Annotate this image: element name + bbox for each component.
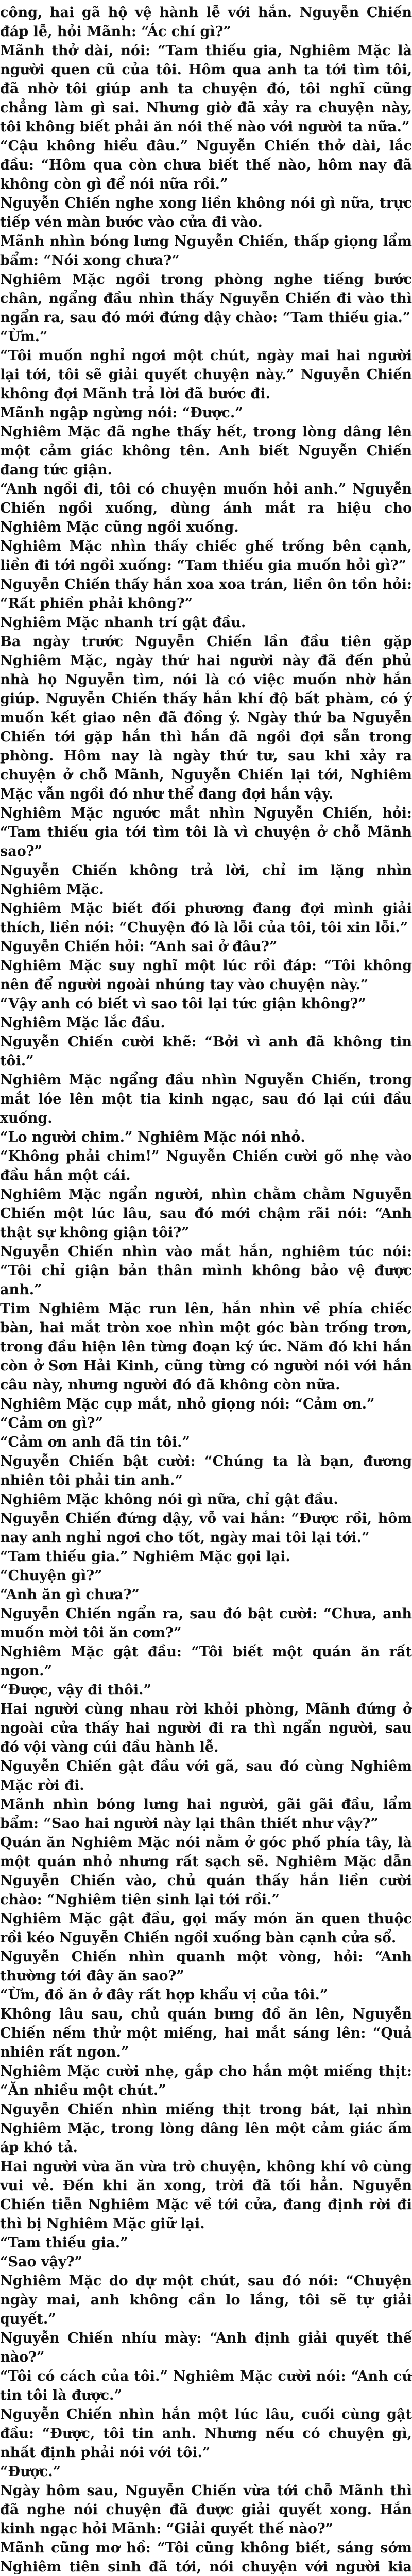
story-paragraph: “Ừm.” bbox=[0, 329, 48, 345]
story-paragraph: Nguyễn Chiến nghe xong liền không nói gì nữa, trực tiếp vén màn bước vào cửa đi vào. bbox=[0, 195, 412, 230]
story-paragraph: Nguyễn Chiến nhìn quanh một vòng, hỏi: “Anh thường tới đây ăn sao?” bbox=[0, 1949, 412, 1984]
story-paragraph: “Cảm ơn gì?” bbox=[0, 1415, 104, 1431]
story-paragraph: Ngày hôm sau, Nguyễn Chiến vừa tới chỗ Mãnh thì đã nghe nói chuyện đã được giải quyết xong. Hắn kinh ngạc hỏi Mãnh: “Giải quyết thế nào?” bbox=[0, 2483, 412, 2537]
story-text bbox=[0, 3, 412, 2576]
story-paragraph: Mãnh thở dài, nói: “Tam thiếu gia, Nghiêm Mặc là người quen cũ của tôi. Hôm qua anh ta tới tìm tôi, đã nhờ tôi giúp anh ta chuyện đó, tôi nghĩ cũng chẳng làm gì sai. Nhưng giờ đã xảy ra chuyện này, tôi không biết phải ăn nói thế nào với người ta nữa.” bbox=[0, 43, 412, 135]
story-paragraph: “Sao vậy?” bbox=[0, 2254, 83, 2270]
story-paragraph: “Anh ăn gì chưa?” bbox=[0, 1587, 140, 1603]
story-paragraph: Nghiêm Mặc ngước mắt nhìn Nguyễn Chiến, hỏi: “Tam thiếu gia tới tìm tôi là vì chuyện ở chỗ Mãnh sao?” bbox=[0, 805, 412, 859]
story-paragraph: Nghiêm Mặc đã nghe thấy hết, trong lòng dâng lên một cảm giác không tên. Anh biết Nguyễn Chiến đang tức giận. bbox=[0, 424, 412, 478]
story-paragraph: Nghiêm Mặc không nói gì nữa, chỉ gật đầu. bbox=[0, 1492, 338, 1507]
story-paragraph: Nguyễn Chiến cười khẽ: “Bởi vì anh đã không tin tôi.” bbox=[0, 1034, 412, 1069]
story-paragraph: Nguyễn Chiến gật đầu với gã, sau đó cùng Nghiêm Mặc rời đi. bbox=[0, 1758, 412, 1793]
story-paragraph: Nghiêm Mặc gật đầu: “Tôi biết một quán ăn rất ngon.” bbox=[0, 1644, 412, 1679]
story-paragraph: Nguyễn Chiến ngẩn ra, sau đó bật cười: “Chưa, anh muốn mời tôi ăn cơm?” bbox=[0, 1606, 412, 1641]
story-paragraph: Mãnh nhìn bóng lưng hai người, gãi gãi đầu, lẩm bẩm: “Sao hai người này lại thân thiết như vậy?” bbox=[0, 1797, 412, 1832]
story-paragraph: Nguyễn Chiến nhìn miếng thịt trong bát, lại nhìn Nghiêm Mặc, trong lòng dâng lên một cảm giác ấm áp khó tả. bbox=[0, 2102, 412, 2156]
story-paragraph: Nghiêm Mặc ngồi trong phòng nghe tiếng bước chân, ngẩng đầu nhìn thấy Nguyễn Chiến đi vào thì ngẩn ra, sau đó mới đứng dậy chào: “Tam thiếu gia.” bbox=[0, 272, 412, 326]
story-paragraph: Nguyễn Chiến bật cười: “Chúng ta là bạn, đương nhiên tôi phải tin anh.” bbox=[0, 1453, 412, 1488]
story-paragraph: “Cảm ơn anh đã tin tôi.” bbox=[0, 1434, 190, 1450]
story-paragraph: Tim Nghiêm Mặc run lên, hắn nhìn về phía chiếc bàn, hai mắt tròn xoe nhìn một góc bàn trống trơn, trong đầu hiện lên từng đoạn ký ức. Năm đó khi hắn còn ở Sơn Hải Kinh, cũng từng có người nói với hắn câu này, nhưng người đó đã không còn nữa. bbox=[0, 1301, 412, 1393]
story-paragraph: Quán ăn Nghiêm Mặc nói nằm ở góc phố phía tây, là một quán nhỏ nhưng rất sạch sẽ. Nghiêm Mặc dẫn Nguyễn Chiến vào, chủ quán thấy hắn liền cười chào: “Nghiêm tiên sinh lại tới rồi.” bbox=[0, 1835, 412, 1908]
story-paragraph: Nguyễn Chiến hỏi: “Anh sai ở đâu?” bbox=[0, 939, 278, 955]
story-paragraph: Nguyễn Chiến không trả lời, chỉ im lặng nhìn Nghiêm Mặc. bbox=[0, 862, 412, 897]
story-paragraph: Hai người cùng nhau rời khỏi phòng, Mãnh đứng ở ngoài cửa thấy hai người đi ra thì ngẩn người, sau đó vội vàng cúi đầu hành lễ. bbox=[0, 1701, 412, 1755]
story-paragraph: Mãnh cũng mơ hồ: “Tôi cũng không biết, sáng sớm Nghiêm tiên sinh đã tới, nói chuyện với người kia bbox=[0, 2540, 412, 2575]
story-paragraph: Nghiêm Mặc do dự một chút, sau đó nói: “Chuyện ngày mai, anh không cần lo lắng, tôi sẽ tự giải quyết.” bbox=[0, 2273, 412, 2327]
story-paragraph: “Được.” bbox=[0, 2464, 61, 2480]
story-paragraph: “Lo người chim.” Nghiêm Mặc nói nhỏ. bbox=[0, 1129, 305, 1145]
story-paragraph: Nghiêm Mặc cười nhẹ, gắp cho hắn một miếng thịt: “Ăn nhiều một chút.” bbox=[0, 2063, 412, 2098]
story-paragraph: Nghiêm Mặc lắc đầu. bbox=[0, 1015, 165, 1031]
story-paragraph: Nghiêm Mặc biết đối phương đang đợi mình giải thích, liền nói: “Chuyện đó là lỗi của tôi, tôi xin lỗi.” bbox=[0, 901, 412, 936]
story-paragraph: Nghiêm Mặc gật đầu, gọi mấy món ăn quen thuộc rồi kéo Nguyễn Chiến ngồi xuống bàn cạnh cửa sổ. bbox=[0, 1911, 412, 1946]
story-paragraph: “Tôi muốn nghỉ ngơi một chút, ngày mai hai người lại tới, tôi sẽ giải quyết chuyện này.” Nguyễn Chiến không đợi Mãnh trả lời đã bước đi. bbox=[0, 348, 412, 402]
story-paragraph: Nghiêm Mặc ngẩng đầu nhìn Nguyễn Chiến, trong mắt lóe lên một tia kinh ngạc, sau đó lại cúi đầu xuống. bbox=[0, 1072, 412, 1126]
story-paragraph: Nguyễn Chiến nhíu mày: “Anh định giải quyết thế nào?” bbox=[0, 2330, 412, 2365]
story-paragraph: Nghiêm Mặc suy nghĩ một lúc rồi đáp: “Tôi không nên để người ngoài nhúng tay vào chuyện này.” bbox=[0, 958, 412, 993]
story-paragraph: “Tam thiếu gia.” Nghiêm Mặc gọi lại. bbox=[0, 1549, 290, 1565]
story-paragraph: “Chuyện gì?” bbox=[0, 1568, 102, 1584]
story-paragraph: Nguyễn Chiến thấy hắn xoa xoa trán, liền ôn tồn hỏi: “Rất phiền phải không?” bbox=[0, 577, 412, 612]
story-paragraph: Ba ngày trước Nguyễn Chiến lần đầu tiên gặp Nghiêm Mặc, ngày thứ hai người này đã đến phủ nhà họ Nguyễn tìm, nói là có việc muốn nhờ hắn giúp. Nguyễn Chiến thấy hắn khí độ bất phàm, có ý muốn kết giao nên đã đồng ý. Ngày thứ ba Nguyễn Chiến tới gặp hắn thì hắn đã ngồi đợi sẵn trong phòng. Hôm nay là ngày thứ tư, sau khi xảy ra chuyện ở chỗ Mãnh, Nguyễn Chiến lại tới, Nghiêm Mặc vẫn ngồi đó như thể đang đợi hắn vậy. bbox=[0, 634, 412, 802]
story-paragraph: Không lâu sau, chủ quán bưng đồ ăn lên, Nguyễn Chiến nếm thử một miếng, hai mắt sáng lên: “Quả nhiên rất ngon.” bbox=[0, 2006, 412, 2060]
story-paragraph: “Anh ngồi đi, tôi có chuyện muốn hỏi anh.” Nguyễn Chiến ngồi xuống, dùng ánh mắt ra hiệu cho Nghiêm Mặc cũng ngồi xuống. bbox=[0, 481, 412, 535]
story-paragraph: Nghiêm Mặc nhanh trí gật đầu. bbox=[0, 615, 246, 631]
story-paragraph: Nguyễn Chiến nhìn hắn một lúc lâu, cuối cùng gật đầu: “Được, tôi tin anh. Nhưng nếu có chuyện gì, nhất định phải nói với tôi.” bbox=[0, 2406, 412, 2461]
story-paragraph: “Vậy anh có biết vì sao tôi lại tức giận không?” bbox=[0, 996, 366, 1012]
story-paragraph: Mãnh ngập ngừng nói: “Được.” bbox=[0, 405, 243, 421]
story-paragraph: Nguyễn Chiến đứng dậy, vỗ vai hắn: “Được rồi, hôm nay anh nghỉ ngơi cho tốt, ngày mai tôi lại tới.” bbox=[0, 1511, 412, 1546]
story-paragraph: Nghiêm Mặc cụp mắt, nhỏ giọng nói: “Cảm ơn.” bbox=[0, 1396, 375, 1412]
story-paragraph: Nguyễn Chiến nhìn vào mắt hắn, nghiêm túc nói: “Tôi chỉ giận bản thân mình không bảo vệ được anh.” bbox=[0, 1244, 412, 1298]
story-paragraph: “Ừm, đồ ăn ở đây rất hợp khẩu vị của tôi.” bbox=[0, 1987, 328, 2003]
story-paragraph: “Tam thiếu gia.” bbox=[0, 2235, 128, 2251]
story-paragraph: Nghiêm Mặc ngẩn người, nhìn chằm chằm Nguyễn Chiến một lúc lâu, sau đó mới chậm rãi nói: “Anh thật sự không giận tôi?” bbox=[0, 1187, 412, 1241]
story-paragraph: Nghiêm Mặc nhìn thấy chiếc ghế trống bên cạnh, liền đi tới ngồi xuống: “Tam thiếu gia muốn hỏi gì?” bbox=[0, 538, 412, 573]
story-paragraph: Hai người vừa ăn vừa trò chuyện, không khí vô cùng vui vẻ. Đến khi ăn xong, trời đã tối hẳn. Nguyễn Chiến tiễn Nghiêm Mặc về tới cửa, đang định rời đi thì bị Nghiêm Mặc giữ lại. bbox=[0, 2159, 412, 2232]
story-paragraph: công, hai gã hộ vệ hành lễ với hắn. Nguyễn Chiến đáp lễ, hỏi Mãnh: “Ác chí gì?” bbox=[0, 5, 412, 40]
story-paragraph: “Được, vậy đi thôi.” bbox=[0, 1682, 152, 1698]
story-paragraph: Mãnh nhìn bóng lưng Nguyễn Chiến, thấp giọng lẩm bẩm: “Nói xong chưa?” bbox=[0, 233, 412, 268]
story-paragraph: “Cậu không hiểu đâu.” Nguyễn Chiến thở dài, lắc đầu: “Hôm qua còn chưa biết thế nào, hôm nay đã không còn gì để nói nữa rồi.” bbox=[0, 138, 412, 192]
story-paragraph: “Tôi có cách của tôi.” Nghiêm Mặc cười nói: “Anh cứ tin tôi là được.” bbox=[0, 2368, 412, 2403]
story-paragraph: “Không phải chim!” Nguyễn Chiến cười gõ nhẹ vào đầu hắn một cái. bbox=[0, 1148, 412, 1183]
